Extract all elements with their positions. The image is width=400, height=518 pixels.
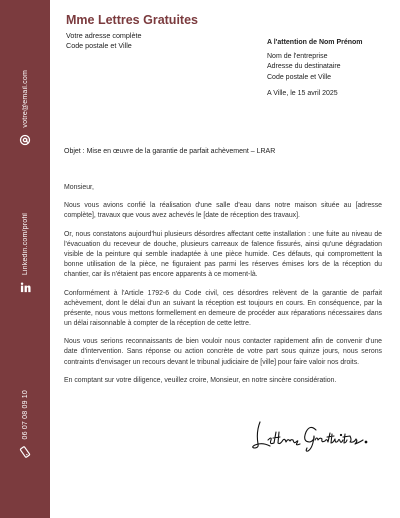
sender-address-line2: Code postale et Ville	[66, 41, 132, 50]
recipient-company: Nom de l'entreprise	[267, 53, 328, 61]
recipient-block	[267, 38, 363, 83]
sender-address	[66, 31, 142, 51]
signature-drawing	[250, 418, 370, 452]
sidebar-linkedin	[0, 213, 50, 298]
recipient-address: Adresse du destinataire	[267, 63, 341, 71]
linkedin-icon	[20, 280, 31, 298]
paragraph-3: Conformément à l'Article 1792-6 du Code civil, ces désordres relèvent de la garantie de parfait achèvement, dont le délai d'un an suivant la réception est toujours en cours. En conséquence, par la présente, nous vous mettons formellement en demeure de procéder aux réparations nécessaires dans un délai raisonnable à compter de la réception de cette lettre.	[64, 289, 382, 327]
phone-icon	[19, 445, 31, 463]
sender-address-line1: Votre adresse complète	[66, 31, 142, 40]
salutation: Monsieur,	[64, 184, 94, 191]
sidebar	[0, 0, 50, 518]
sender-name: Mme Lettres Gratuites	[66, 13, 198, 27]
recipient-attention: A l'attention de Nom Prénom	[267, 39, 363, 46]
subject-line: Objet : Mise en œuvre de la garantie de parfait achèvement – LRAR	[64, 148, 276, 155]
letter-body	[64, 183, 382, 394]
linkedin-text: Linkedin.com/profil	[21, 213, 29, 276]
paragraph-5: En comptant sur votre diligence, veuillez croire, Monsieur, en notre sincère considération.	[64, 376, 337, 384]
email-text: votre@email.com	[21, 70, 29, 128]
paragraph-2: Or, nous constatons aujourd'hui plusieurs désordres affectant cette installation : une fuite au niveau de l'évacuation du receveur de douche, plusieurs carreaux de faïence fissurés, ainsi qu'une dégradation visible de la peinture qui semble inadaptée à une pièce humide. Ces défauts, qui compromettent la bonne utilisation de la pièce, ne figuraient pas parmi les réserves émises lors de la réception du chantier, car ils n'étaient pas encore apparents à ce moment-là.	[64, 230, 382, 279]
phone-text: 06 07 08 09 10	[21, 390, 29, 440]
sidebar-phone	[0, 390, 50, 463]
place-date: A Ville, le 15 avril 2025	[267, 90, 338, 97]
paragraph-1: Nous vous avions confié la réalisation d'une salle d'eau dans notre maison située au [adresse complète], travaux que vous avez achevés le [date de réception des travaux].	[64, 202, 382, 220]
at-icon	[19, 133, 31, 151]
signature	[250, 418, 370, 452]
paragraph-4: Nous vous serions reconnaissants de bien vouloir nous contacter rapidement afin de convenir d'une date d'intervention. Sans réponse ou action concrète de votre part sous quinze jours, nous serons contraints d'envisager un recours devant le tribunal judiciaire de [ville] pour faire valoir nos droits.	[64, 338, 382, 366]
sidebar-email	[0, 70, 50, 151]
recipient-postal-city: Code postale et Ville	[267, 73, 332, 81]
